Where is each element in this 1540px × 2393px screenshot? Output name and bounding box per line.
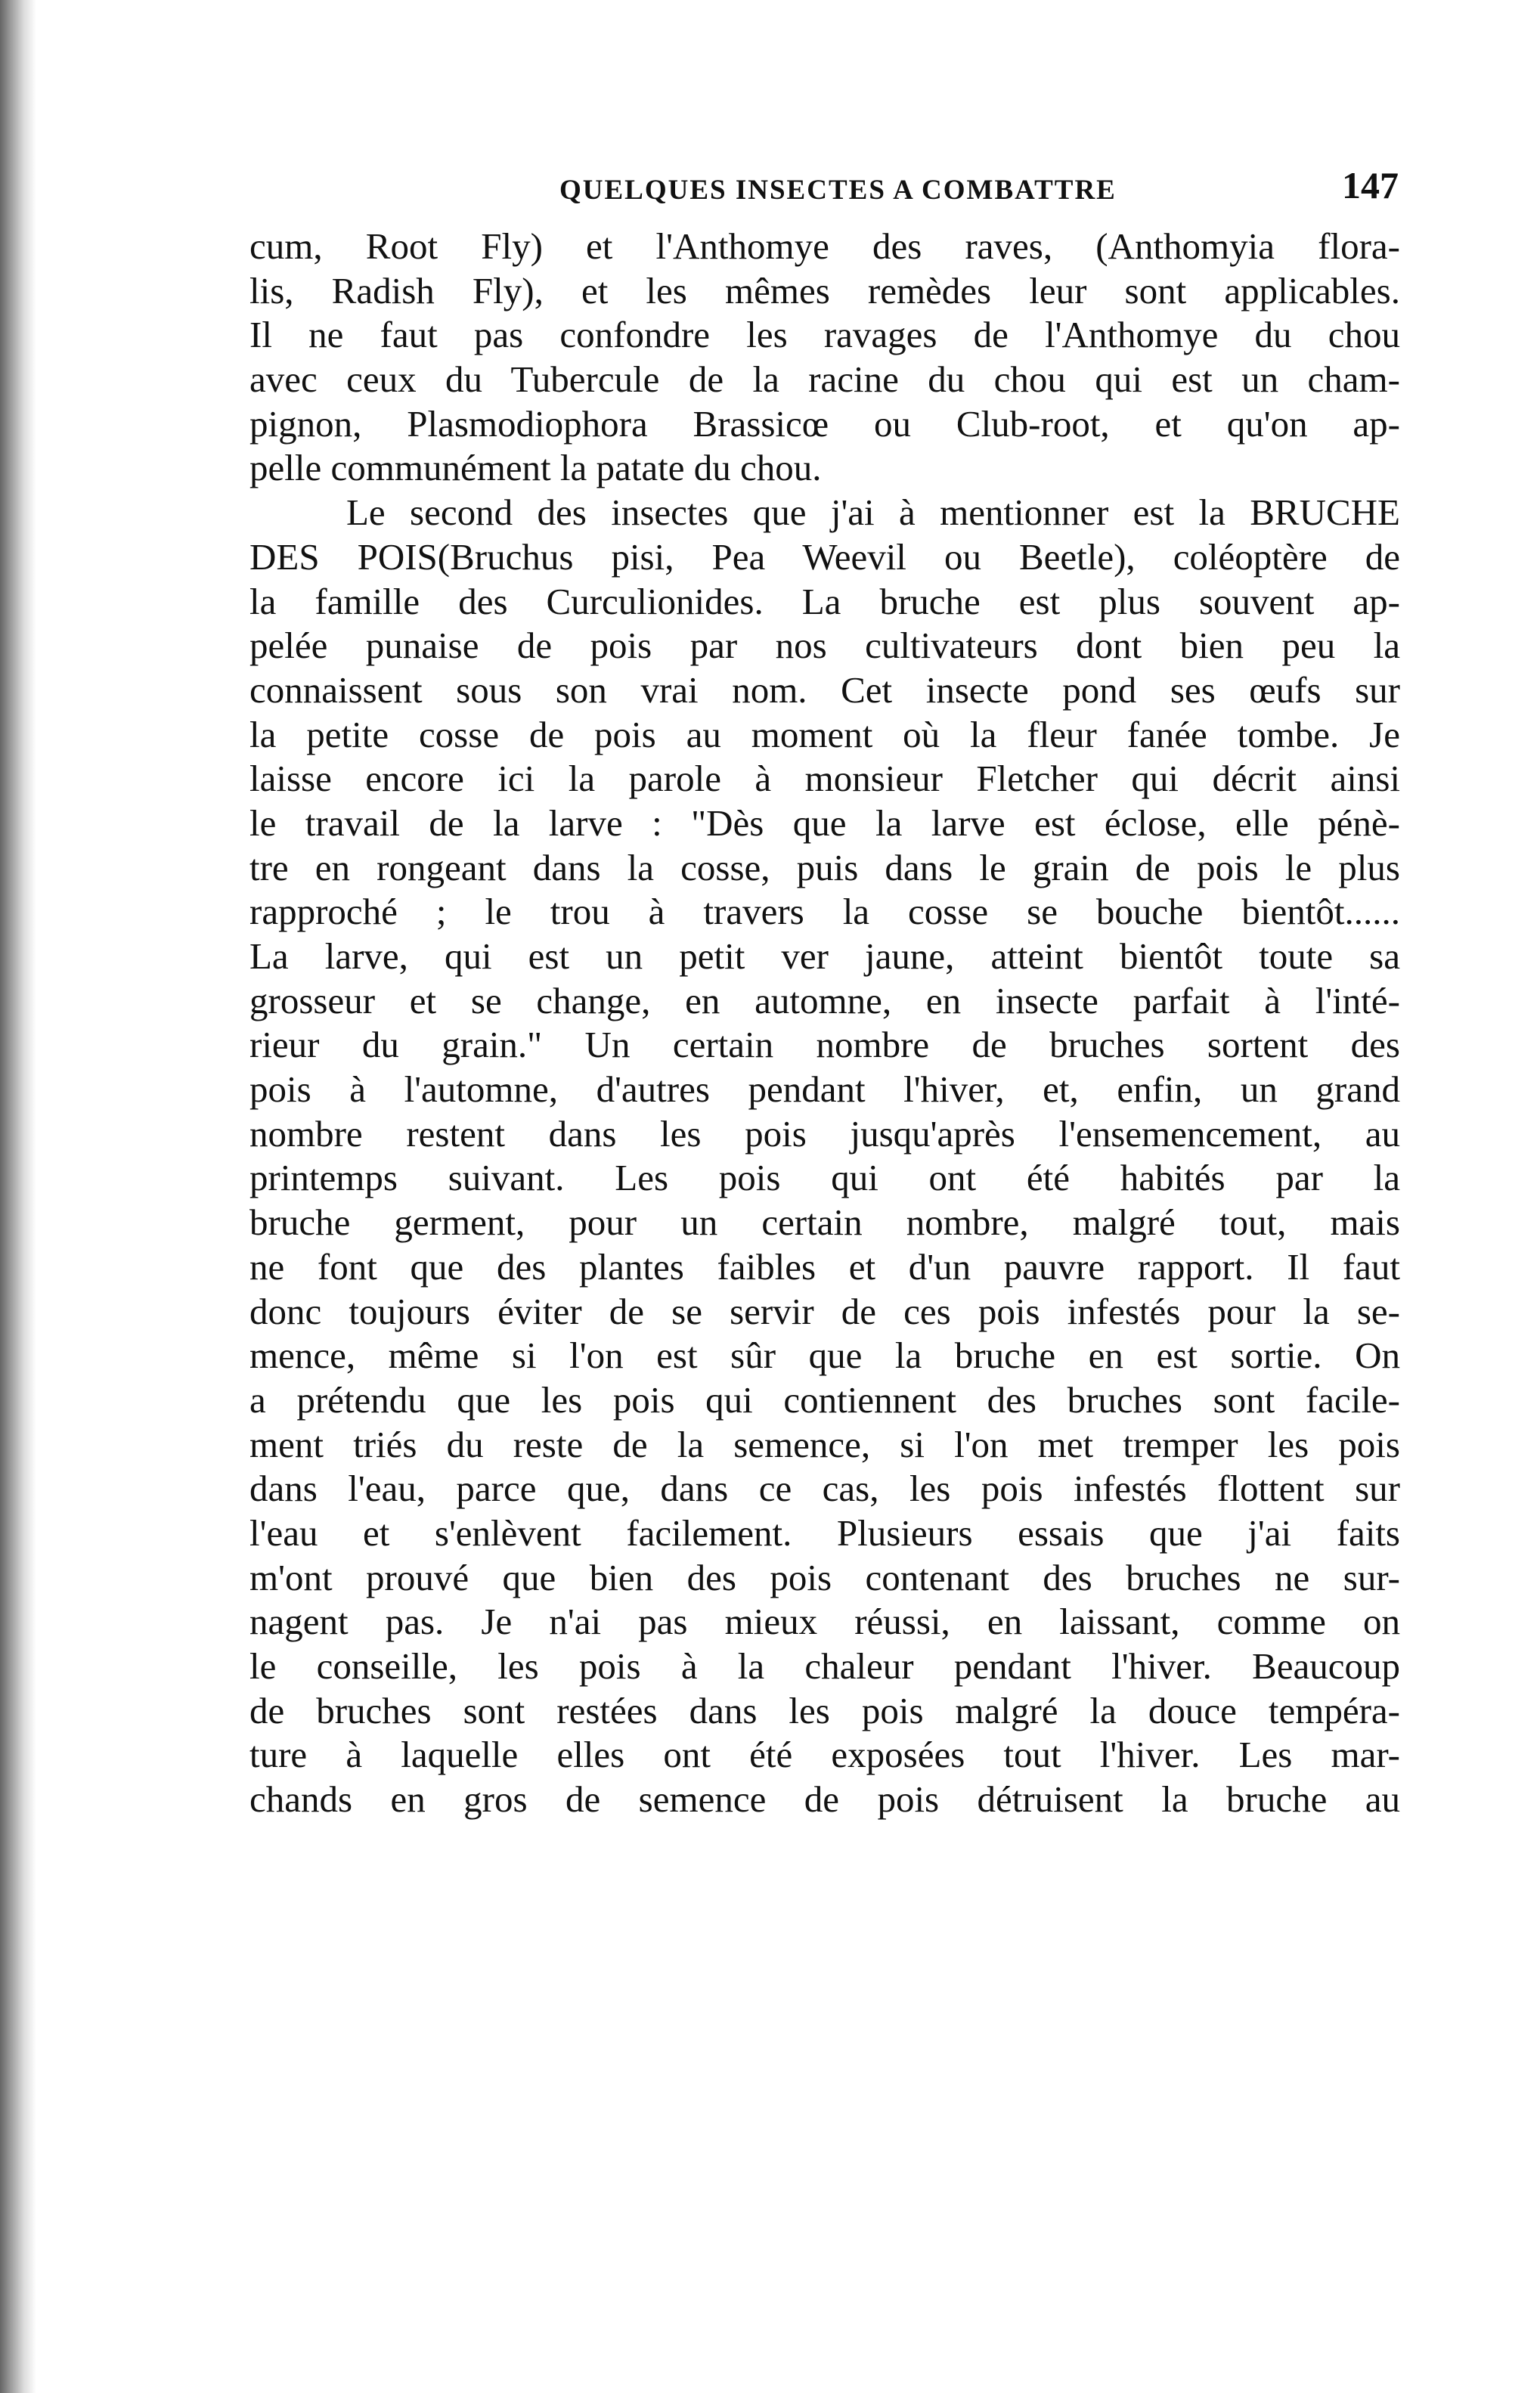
- text-line: cum, Root Fly) et l'Anthomye des raves, (Anthomyia flora-: [249, 225, 1400, 267]
- text-line: la petite cosse de pois au moment où la fleur fanée tombe. Je: [249, 713, 1400, 755]
- text-line: ture à laquelle elles ont été exposées tout l'hiver. Les mar-: [249, 1734, 1400, 1776]
- text-line: connaissent sous son vrai nom. Cet insecte pond ses œufs sur: [249, 668, 1400, 711]
- text-line: La larve, qui est un petit ver jaune, atteint bientôt toute sa: [249, 935, 1400, 977]
- body-text: [249, 225, 1400, 1822]
- text-line: chands en gros de semence de pois détruisent la bruche au: [249, 1778, 1400, 1821]
- running-head: [249, 160, 1399, 221]
- text-line: le conseille, les pois à la chaleur pendant l'hiver. Beaucoup: [249, 1645, 1400, 1687]
- text-line: pignon, Plasmodiophora Brassicœ ou Club-root, et qu'on ap-: [249, 402, 1400, 445]
- text-line: nagent pas. Je n'ai pas mieux réussi, en laissant, comme on: [249, 1601, 1400, 1643]
- text-line: pelée punaise de pois par nos cultivateurs dont bien peu la: [249, 625, 1400, 667]
- text-line: m'ont prouvé que bien des pois contenant des bruches ne sur-: [249, 1556, 1400, 1598]
- text-line: avec ceux du Tubercule de la racine du chou qui est un cham-: [249, 358, 1400, 401]
- text-line: rieur du grain." Un certain nombre de bruches sortent des: [249, 1024, 1400, 1066]
- text-line: pois à l'automne, d'autres pendant l'hiver, et, enfin, un grand: [249, 1068, 1400, 1111]
- running-title: QUELQUES INSECTES A COMBATTRE: [559, 175, 1117, 206]
- text-line: tre en rongeant dans la cosse, puis dans le grain de pois le plus: [249, 846, 1400, 888]
- text-line: Le second des insectes que j'ai à mentionner est la BRUCHE: [346, 491, 1400, 534]
- text-line: Il ne faut pas confondre les ravages de l'Anthomye du chou: [249, 314, 1400, 356]
- text-line: ment triés du reste de la semence, si l'on met tremper les pois: [249, 1423, 1400, 1465]
- text-line: donc toujours éviter de se servir de ces pois infestés pour la se-: [249, 1290, 1400, 1332]
- text-line: laisse encore ici la parole à monsieur Fletcher qui décrit ainsi: [249, 758, 1400, 800]
- text-line: pelle communément la patate du chou.: [249, 447, 822, 489]
- text-line: lis, Radish Fly), et les mêmes remèdes leur sont applicables.: [249, 269, 1400, 312]
- text-line: a prétendu que les pois qui contiennent des bruches sont facile-: [249, 1378, 1400, 1421]
- text-line: la famille des Curculionides. La bruche est plus souvent ap-: [249, 580, 1400, 622]
- text-line: bruche germent, pour un certain nombre, malgré tout, mais: [249, 1201, 1400, 1244]
- text-line: DES POIS(Bruchus pisi, Pea Weevil ou Beetle), coléoptère de: [249, 535, 1400, 578]
- page-number: 147: [1342, 164, 1399, 206]
- text-line: l'eau et s'enlèvent facilement. Plusieurs essais que j'ai faits: [249, 1511, 1400, 1554]
- text-line: mence, même si l'on est sûr que la bruche en est sortie. On: [249, 1334, 1400, 1377]
- text-line: grosseur et se change, en automne, en insecte parfait à l'inté-: [249, 979, 1400, 1021]
- text-line: le travail de la larve : "Dès que la larve est éclose, elle pénè-: [249, 801, 1400, 844]
- text-line: dans l'eau, parce que, dans ce cas, les pois infestés flottent sur: [249, 1468, 1400, 1510]
- page-edge-shadow: [0, 0, 36, 2393]
- text-line: nombre restent dans les pois jusqu'après l'ensemencement, au: [249, 1112, 1400, 1155]
- text-line: printemps suivant. Les pois qui ont été habités par la: [249, 1157, 1400, 1199]
- text-line: ne font que des plantes faibles et d'un pauvre rapport. Il faut: [249, 1245, 1400, 1288]
- text-line: de bruches sont restées dans les pois malgré la douce tempéra-: [249, 1689, 1400, 1731]
- text-line: rapproché ; le trou à travers la cosse se bouche bientôt......: [249, 891, 1400, 933]
